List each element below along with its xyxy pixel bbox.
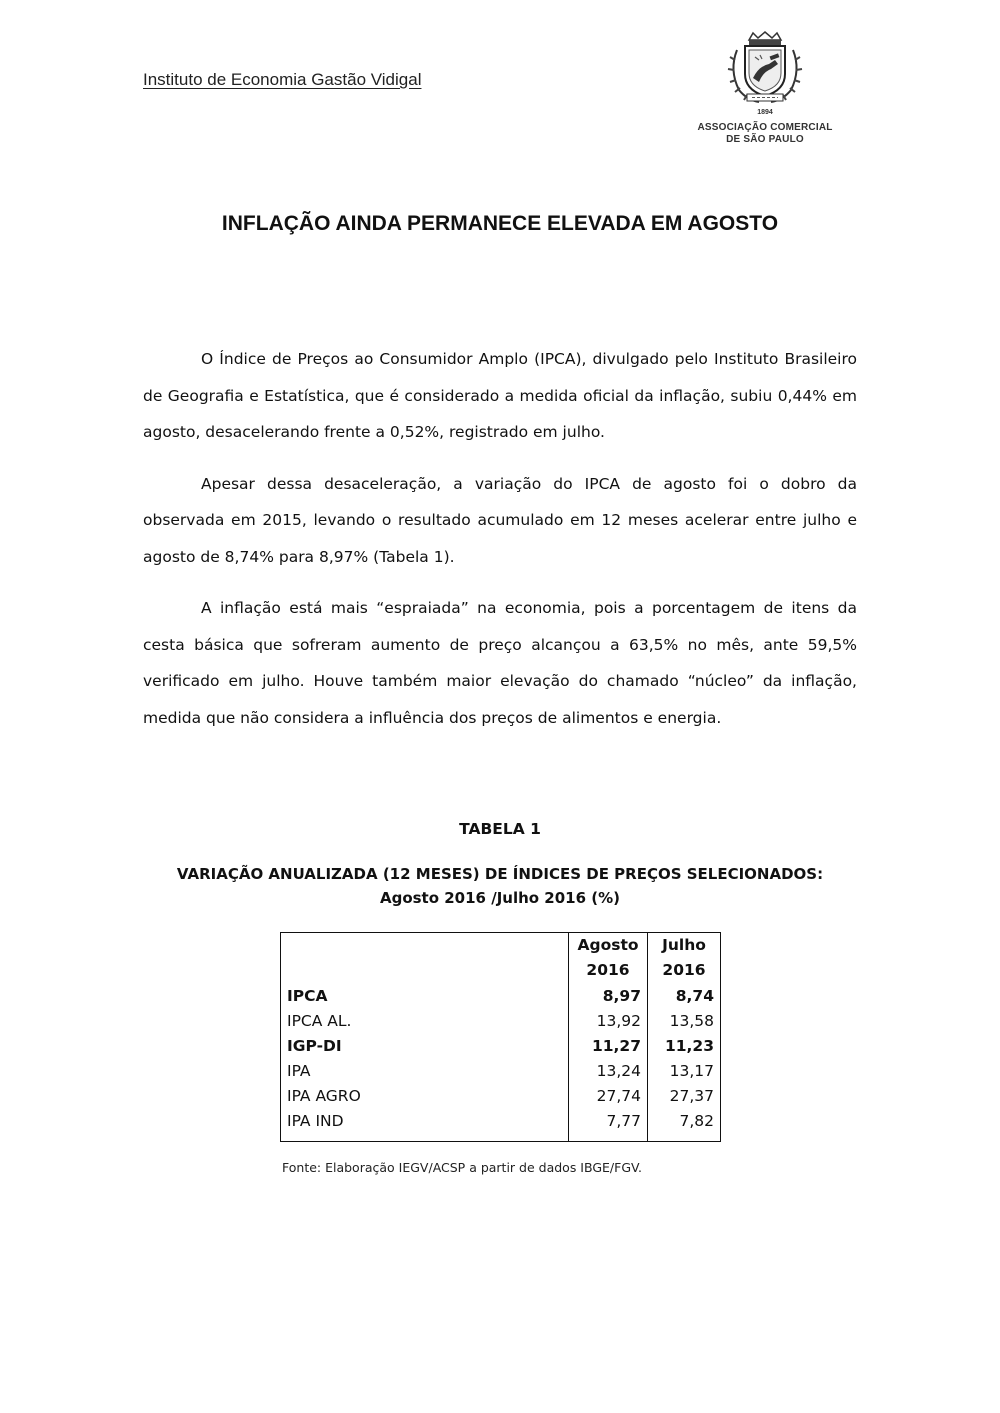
table-title [0,862,1000,910]
table-row [281,1058,721,1083]
table-row [281,1083,721,1108]
index-name: IPA AGRO [287,1086,361,1105]
column-header-agosto-month: Agosto [577,936,639,954]
column-header-julho-year: 2016 [662,961,706,979]
value-agosto: 7,77 [569,1108,648,1142]
value-agosto: 13,24 [569,1058,648,1083]
table-row [281,983,721,1008]
value-agosto: 27,74 [569,1083,648,1108]
paragraph: O Índice de Preços ao Consumidor Amplo (IPCA), divulgado pelo Instituto Brasileiro de Geografia e Estatística, que é considerado a medida oficial da inflação, subiu 0,44% em agosto, desacelerando frente a 0,52%, registrado em julho. [143,350,857,441]
logo-name-line2: DE SÃO PAULO [726,134,804,145]
value-julho: 8,74 [648,983,721,1008]
paragraph: Apesar dessa desaceleração, a variação do IPCA de agosto foi o dobro da observada em 2015, levando o resultado acumulado em 12 meses acelerar entre julho e agosto de 8,74% para 8,97% (Tabela 1). [143,474,857,566]
value-julho: 11,23 [648,1033,721,1058]
column-header-agosto [569,933,648,984]
table-label: TABELA 1 [459,820,541,838]
index-name: IPA IND [287,1111,344,1130]
table-title-line2: Agosto 2016 /Julho 2016 (%) [379,889,621,907]
index-name: IGP-DI [287,1036,342,1055]
table-header-row [281,933,721,984]
price-index-table [280,932,721,1142]
value-julho: 27,37 [648,1083,721,1108]
table-source-note: Fonte: Elaboração IEGV/ACSP a partir de dados IBGE/FGV. [282,1160,642,1175]
index-name: IPCA AL. [287,1011,352,1030]
value-julho: 13,17 [648,1058,721,1083]
column-header-julho-month: Julho [662,936,706,954]
logo-year: 1894 [757,109,773,116]
value-agosto: 11,27 [569,1033,648,1058]
table-row [281,1008,721,1033]
paragraph: A inflação está mais “espraiada” na economia, pois a porcentagem de itens da cesta básica que sofreram aumento de preço alcançou a 63,5% no mês, ante 59,5% verificado em julho. Houve também maior elevação do chamado “núcleo” da inflação, medida que não considera a influência dos preços de alimentos e energia. [143,599,857,727]
value-agosto: 8,97 [569,983,648,1008]
value-julho: 7,82 [648,1108,721,1142]
document-title: INFLAÇÃO AINDA PERMANECE ELEVADA EM AGOSTO [221,212,779,235]
acsp-crest-icon [725,30,805,108]
index-name: IPCA [287,986,328,1005]
value-agosto: 13,92 [569,1008,648,1033]
institute-name: Instituto de Economia Gastão Vidigal [143,70,422,89]
column-header-julho [648,933,721,984]
table-header-blank [281,933,569,984]
value-julho: 13,58 [648,1008,721,1033]
table-title-line1: VARIAÇÃO ANUALIZADA (12 MESES) DE ÍNDICES DE PREÇOS SELECIONADOS: [176,865,824,883]
table-row [281,1033,721,1058]
table-row [281,1108,721,1142]
acsp-logo [690,30,840,146]
logo-name [690,122,840,146]
logo-name-line1: ASSOCIAÇÃO COMERCIAL [697,122,833,133]
body-text [143,341,857,751]
column-header-agosto-year: 2016 [586,961,630,979]
index-name: IPA [287,1061,311,1080]
